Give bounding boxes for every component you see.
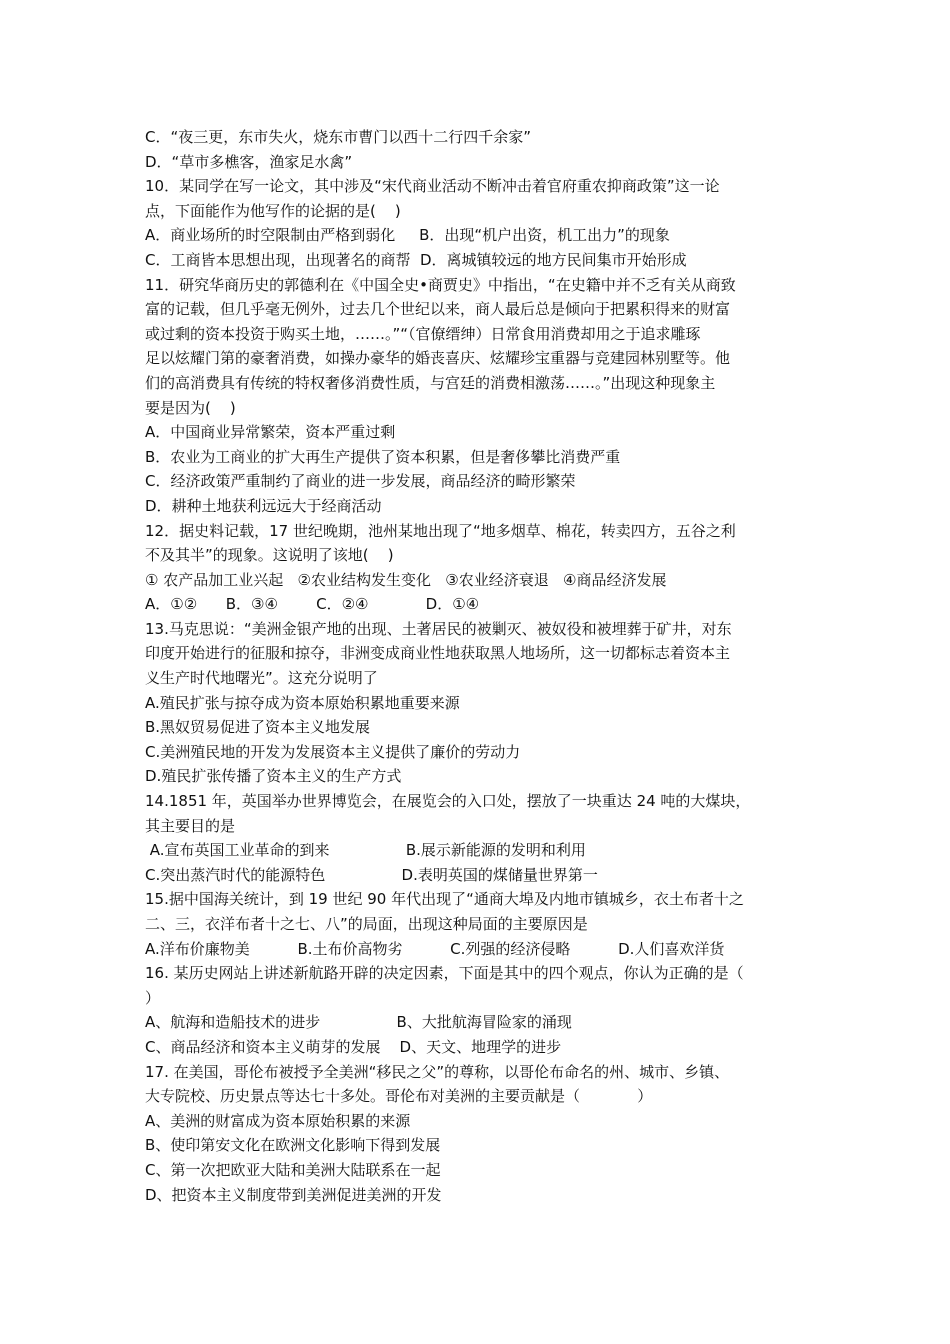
text-line: B.黑奴贸易促进了资本主义地发展 (145, 718, 371, 737)
text-line: 足以炫耀门第的豪奢消费，如操办豪华的婚丧喜庆、炫耀珍宝重器与竞建园林别墅等。他 (145, 349, 731, 368)
text-line: A．①② B．③④ C．②④ D．①④ (145, 595, 480, 614)
text-line: D.殖民扩张传播了资本主义的生产方式 (145, 767, 402, 786)
text-line: A、美洲的财富成为资本原始积累的来源 (145, 1111, 411, 1130)
text-line: ① 农产品加工业兴起 ②农业结构发生变化 ③农业经济衰退 ④商品经济发展 (145, 570, 667, 589)
text-line: 富的记载，但几乎毫无例外，过去几个世纪以来，商人最后总是倾向于把累积得来的财富 (145, 300, 731, 319)
text-line: A．中国商业异常繁荣，资本严重过剩 (145, 423, 396, 442)
text-line: B、使印第安文化在欧洲文化影响下得到发展 (145, 1136, 441, 1155)
text-line: D．耕种土地获利远远大于经商活动 (145, 496, 382, 515)
text-line: 其主要目的是 (145, 816, 236, 835)
text-line: C．经济政策严重制约了商业的进一步发展，商品经济的畸形繁荣 (145, 472, 576, 491)
text-line: B．农业为工商业的扩大再生产提供了资本积累，但是奢侈攀比消费严重 (145, 447, 621, 466)
text-line: A.殖民扩张与掠夺成为资本原始积累地重要来源 (145, 693, 460, 712)
text-line: 11．研究华商历史的郭德利在《中国全史•商贾史》中指出，“在史籍中并不乏有关从商致 (145, 275, 736, 294)
text-line: 要是因为( ) (145, 398, 236, 417)
text-line: 印度开始进行的征服和掠夺，非洲变成商业性地获取黑人地场所，这一切都标志着资本主 (145, 644, 731, 663)
text-line: A.洋布价廉物美 B.土布价高物劣 C.列强的经济侵略 D.人们喜欢洋货 (145, 939, 725, 958)
text-line: D、把资本主义制度带到美洲促进美洲的开发 (145, 1185, 442, 1204)
text-line: A．商业场所的时空限制由严格到弱化 B．出现“机户出资，机工出力”的现象 (145, 226, 670, 245)
text-line: 二、三，衣洋布者十之七、八”的局面，出现这种局面的主要原因是 (145, 915, 588, 933)
text-line: 12．据史料记载，17 世纪晚期，池州某地出现了“地多烟草、棉花，转卖四方，五谷之利 (145, 521, 736, 540)
text-line: 大专院校、历史景点等达七十多处。哥伦布对美洲的主要贡献是（ ） (145, 1087, 653, 1106)
text-line: 们的高消费具有传统的特权奢侈消费性质，与宫廷的消费相激荡……。”出现这种现象主 (145, 373, 716, 392)
text-line: 不及其半”的现象。这说明了该地( ) (145, 546, 394, 565)
text-line: A.宣布英国工业革命的到来 B.展示新能源的发明和利用 (145, 841, 586, 860)
text-line: 或过剩的资本投资于购买土地，……。”“（官僚缙绅）日常食用消费却用之于追求雕琢 (145, 324, 701, 343)
text-line: ） (145, 988, 161, 1007)
text-line: 点，下面能作为他写作的论据的是( ) (145, 201, 401, 220)
text-line: 10．某同学在写一论文，其中涉及“宋代商业活动不断冲击着官府重农抑商政策”这一论 (145, 177, 720, 196)
text-line: C．工商皆本思想出现，出现著名的商帮 D．离城镇较远的地方民间集市开始形成 (145, 250, 687, 269)
text-line: A、航海和造船技术的进步 B、大批航海冒险家的涌现 (145, 1013, 572, 1032)
text-line: 义生产时代地曙光”。这充分说明了 (145, 669, 378, 688)
text-line: C、第一次把欧亚大陆和美洲大陆联系在一起 (145, 1160, 441, 1179)
document-body (145, 125, 810, 1207)
text-line: 17. 在美国，哥伦布被授予全美洲“移民之父”的尊称，以哥伦布命名的州、城市、乡镇、 (145, 1062, 730, 1081)
text-line: C、商品经济和资本主义萌芽的发展 D、天文、地理学的进步 (145, 1037, 562, 1056)
text-line: 16. 某历史网站上讲述新航路开辟的决定因素，下面是其中的四个观点，你认为正确的是（ (145, 964, 744, 983)
text-line: C．“夜三更，东市失火，烧东市曹门以西十二行四千余家” (145, 128, 532, 146)
text-line: 15.据中国海关统计，到 19 世纪 90 年代出现了“通商大埠及内地市镇城乡，衣土布者十之 (145, 890, 744, 909)
text-line: D．“草市多樵客，渔家足水禽” (145, 152, 353, 171)
text-line: 14.1851 年，英国举办世界博览会，在展览会的入口处，摆放了一块重达 24 吨的大煤块， (145, 792, 751, 811)
text-line: C.突出蒸汽时代的能源特色 D.表明英国的煤储量世界第一 (145, 865, 598, 884)
text-line: 13.马克思说：“美洲金银产地的出现、土著居民的被剿灭、被奴役和被埋葬于矿井，对东 (145, 619, 732, 638)
text-line: C.美洲殖民地的开发为发展资本主义提供了廉价的劳动力 (145, 742, 521, 761)
